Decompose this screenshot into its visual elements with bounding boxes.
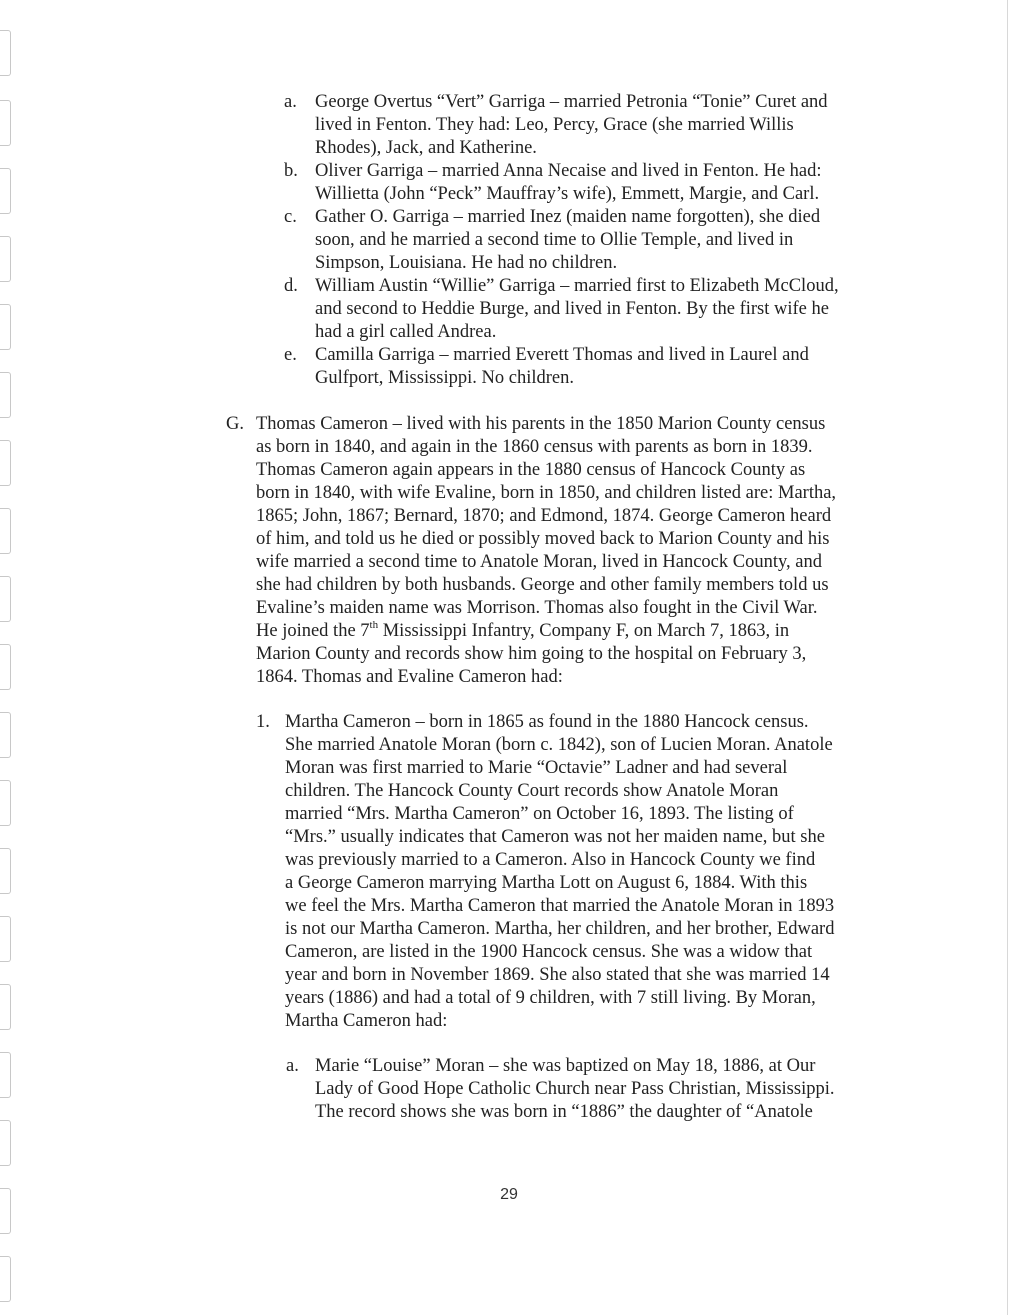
text-line: years (1886) and had a total of 9 children, with 7 still living. By Moran, — [285, 988, 816, 1008]
text-line: a George Cameron marrying Martha Lott on August 6, 1884. With this — [285, 873, 808, 893]
list-marker: a. — [284, 92, 297, 112]
list-marker: b. — [284, 161, 298, 181]
text-line: Gather O. Garriga – married Inez (maiden name forgotten), she died — [315, 207, 821, 227]
binder-mark — [0, 440, 11, 486]
binder-mark — [0, 304, 11, 350]
section-marker: G. — [226, 414, 244, 434]
text-line: Rhodes), Jack, and Katherine. — [315, 138, 537, 158]
binder-mark — [0, 1052, 11, 1098]
binder-mark — [0, 168, 11, 214]
text-line: 1865; John, 1867; Bernard, 1870; and Edmond, 1874. George Cameron heard — [256, 506, 832, 526]
text-line: had a girl called Andrea. — [315, 322, 497, 342]
binder-mark — [0, 1120, 11, 1166]
text-line: Simpson, Louisiana. He had no children. — [315, 253, 618, 273]
binder-mark — [0, 984, 11, 1030]
binder-mark — [0, 848, 11, 894]
text-line: lived in Fenton. They had: Leo, Percy, Grace (she married Willis — [315, 115, 794, 135]
list-marker: d. — [284, 276, 298, 296]
text-line: Martha Cameron had: — [285, 1011, 448, 1031]
text-line: Thomas Cameron again appears in the 1880 census of Hancock County as — [256, 460, 806, 480]
list-item — [284, 206, 820, 275]
list-item — [284, 91, 828, 160]
text-line: soon, and he married a second time to Ollie Temple, and lived in — [315, 230, 794, 250]
binder-mark — [0, 236, 11, 282]
page-edge-line — [1007, 0, 1008, 1315]
text-line: “Mrs.” usually indicates that Cameron was not her maiden name, but she — [285, 827, 825, 847]
text-line: was previously married to a Cameron. Also in Hancock County we find — [285, 850, 816, 870]
list-marker: e. — [284, 345, 297, 365]
list-item — [284, 344, 809, 390]
text-line: George Overtus “Vert” Garriga – married Petronia “Tonie” Curet and — [315, 92, 828, 112]
text-line: Camilla Garriga – married Everett Thomas and lived in Laurel and — [315, 345, 809, 365]
text-line: Cameron, are listed in the 1900 Hancock census. She was a widow that — [285, 942, 813, 962]
binder-mark — [0, 1256, 11, 1302]
text-line: wife married a second time to Anatole Moran, lived in Hancock County, and — [256, 552, 822, 572]
ordinal-superscript: th — [369, 618, 379, 631]
binder-mark — [0, 30, 11, 76]
binder-mark — [0, 644, 11, 690]
list-marker: 1. — [256, 712, 270, 732]
text-line: Marion County and records show him going to the hospital on February 3, — [256, 644, 807, 664]
text-line: Oliver Garriga – married Anna Necaise and lived in Fenton. He had: — [315, 161, 822, 181]
section-g — [226, 413, 836, 689]
binder-mark — [0, 712, 11, 758]
text-line: as born in 1840, and again in the 1860 census with parents as born in 1839. — [256, 437, 813, 457]
list-marker: a. — [286, 1056, 299, 1076]
text-line: 1864. Thomas and Evaline Cameron had: — [256, 667, 563, 687]
binder-mark — [0, 916, 11, 962]
text-line-regiment — [256, 620, 836, 643]
binder-mark — [0, 372, 11, 418]
text-line: Thomas Cameron – lived with his parents in the 1850 Marion County census — [256, 414, 826, 434]
text-line: of him, and told us he died or possibly moved back to Marion County and his — [256, 529, 830, 549]
text-line: children. The Hancock County Court records show Anatole Moran — [285, 781, 779, 801]
list-item — [284, 160, 822, 206]
text-line: we feel the Mrs. Martha Cameron that married the Anatole Moran in 1893 — [285, 896, 835, 916]
binder-mark — [0, 780, 11, 826]
text-line: born in 1840, with wife Evaline, born in 1850, and children listed are: Martha, — [256, 483, 837, 503]
text-line: year and born in November 1869. She also stated that she was married 14 — [285, 965, 830, 985]
regiment-after: Mississippi Infantry, Company F, on March 7, 1863, in — [378, 621, 790, 641]
text-line: is not our Martha Cameron. Martha, her children, and her brother, Edward — [285, 919, 835, 939]
list-marker: c. — [284, 207, 297, 227]
text-line: married “Mrs. Martha Cameron” on October 16, 1893. The listing of — [285, 804, 794, 824]
binder-mark — [0, 576, 11, 622]
text-line: Evaline’s maiden name was Morrison. Thomas also fought in the Civil War. — [256, 598, 818, 618]
binder-mark — [0, 100, 11, 146]
binder-hole-marks — [0, 0, 14, 1315]
binder-mark — [0, 508, 11, 554]
text-line: Lady of Good Hope Catholic Church near Pass Christian, Mississippi. — [315, 1079, 835, 1099]
page-number: 29 — [500, 1186, 518, 1203]
list-item — [284, 275, 839, 344]
text-line: Moran was first married to Marie “Octavie” Ladner and had several — [285, 758, 788, 778]
text-line: and second to Heddie Burge, and lived in Fenton. By the first wife he — [315, 299, 829, 319]
text-line: Marie “Louise” Moran – she was baptized on May 18, 1886, at Our — [315, 1056, 816, 1076]
text-line: The record shows she was born in “1886” the daughter of “Anatole — [315, 1102, 813, 1122]
text-line: Willietta (John “Peck” Mauffray’s wife), Emmett, Margie, and Carl. — [315, 184, 820, 204]
list-item — [286, 1055, 835, 1124]
text-line: she had children by both husbands. George and other family members told us — [256, 575, 829, 595]
regiment-before: He joined the 7 — [256, 621, 370, 641]
list-item-1 — [256, 711, 834, 1033]
text-line: She married Anatole Moran (born c. 1842), son of Lucien Moran. Anatole — [285, 735, 833, 755]
text-line: Martha Cameron – born in 1865 as found in the 1880 Hancock census. — [285, 712, 809, 732]
text-line: Gulfport, Mississippi. No children. — [315, 368, 574, 388]
text-line: William Austin “Willie” Garriga – married first to Elizabeth McCloud, — [315, 276, 839, 296]
